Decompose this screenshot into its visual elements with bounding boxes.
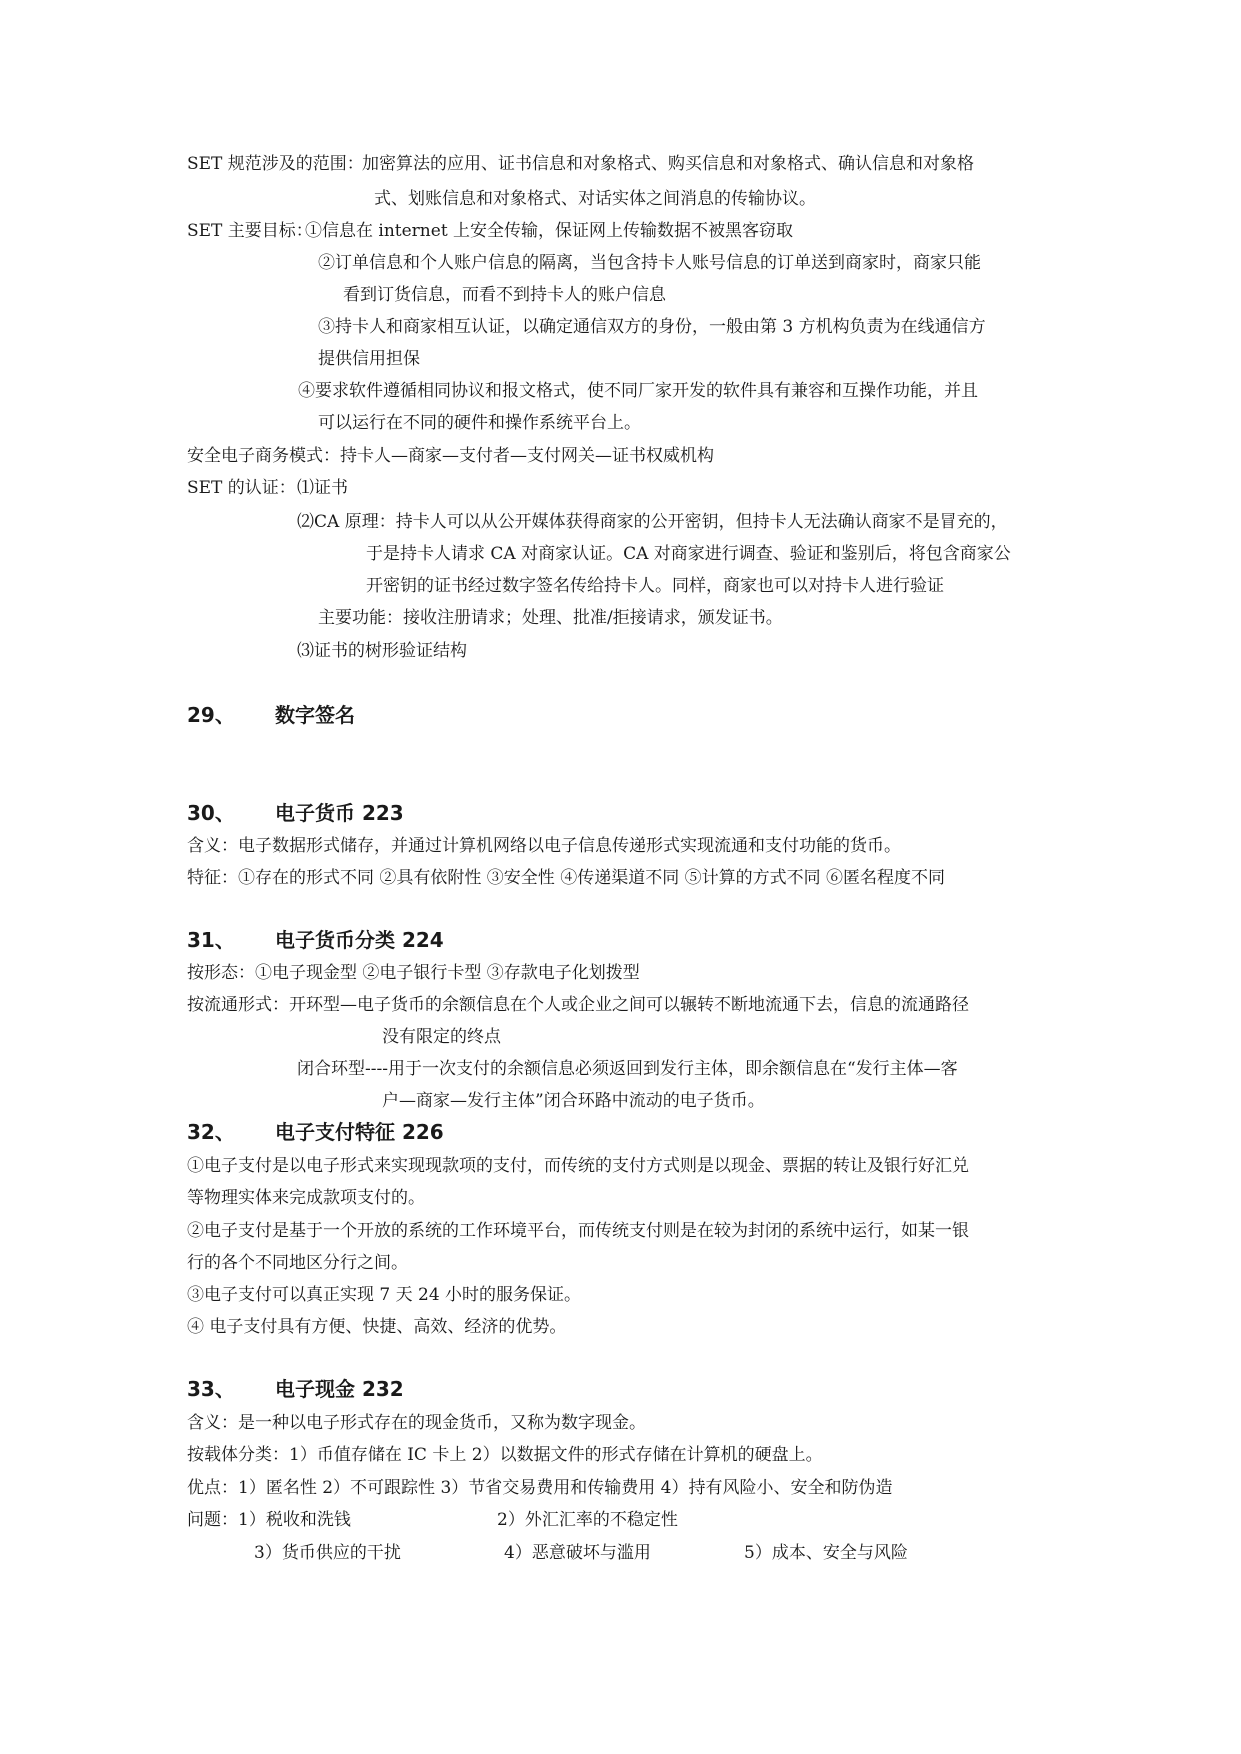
heading-30-title: 电子货币 223 <box>275 801 404 825</box>
heading-29 <box>187 702 355 728</box>
set-auth-main-function: 主要功能：接收注册请求；处理、批准/拒接请求，颁发证书。 <box>318 608 783 628</box>
sec32-point2-line2: 行的各个不同地区分行之间。 <box>187 1253 408 1273</box>
sec31-closed-line2: 户—商家—发行主体”闭合环路中流动的电子货币。 <box>382 1091 765 1111</box>
heading-33-title: 电子现金 232 <box>275 1377 404 1401</box>
sec33-problem-4: 4）恶意破坏与滥用 <box>504 1543 651 1563</box>
heading-32 <box>187 1119 444 1145</box>
heading-31-number: 31、 <box>187 928 235 952</box>
set-goal-4-line1: ④要求软件遵循相同协议和报文格式，使不同厂家开发的软件具有兼容和互操作功能，并且 <box>298 381 978 401</box>
heading-31 <box>187 927 444 953</box>
set-scope-label: SET 规范涉及的范围： <box>187 154 364 174</box>
sec32-point1-line1: ①电子支付是以电子形式来实现现款项的支付，而传统的支付方式则是以现金、票据的转让及银行好汇兑 <box>187 1156 969 1176</box>
set-goal-4-line2: 可以运行在不同的硬件和操作系统平台上。 <box>318 413 641 433</box>
set-auth-1: ⑴证书 <box>297 478 348 498</box>
sec32-point1-line2: 等物理实体来完成款项支付的。 <box>187 1188 425 1208</box>
set-scope-line1: 加密算法的应用、证书信息和对象格式、购买信息和对象格式、确认信息和对象格 <box>362 154 974 174</box>
heading-31-title: 电子货币分类 224 <box>275 928 444 952</box>
set-goal-label: SET 主要目标： <box>187 221 313 241</box>
sec33-problem-2: 2）外汇汇率的不稳定性 <box>497 1510 678 1530</box>
sec33-meaning: 含义：是一种以电子形式存在的现金货币，又称为数字现金。 <box>187 1413 646 1433</box>
sec33-by-carrier: 按载体分类：1）币值存储在 IC 卡上 2）以数据文件的形式存储在计算机的硬盘上。 <box>187 1445 823 1465</box>
heading-32-number: 32、 <box>187 1120 235 1144</box>
set-goal-3-line1: ③持卡人和商家相互认证，以确定通信双方的身份，一般由第 3 方机构负责为在线通信方 <box>318 317 986 337</box>
sec32-point4: ④ 电子支付具有方便、快捷、高效、经济的优势。 <box>187 1317 567 1337</box>
heading-30 <box>187 800 404 826</box>
sec30-meaning: 含义：电子数据形式储存，并通过计算机网络以电子信息传递形式实现流通和支付功能的货币。 <box>187 836 901 856</box>
sec33-problem-3: 3）货币供应的干扰 <box>254 1543 401 1563</box>
set-auth-label: SET 的认证： <box>187 478 296 498</box>
sec33-problem-5: 5）成本、安全与风险 <box>744 1543 908 1563</box>
sec30-features: 特征：①存在的形式不同 ②具有依附性 ③安全性 ④传递渠道不同 ⑤计算的方式不同 ⑥匿名程度不同 <box>187 868 946 888</box>
set-goal-2-line1: ②订单信息和个人账户信息的隔离，当包含持卡人账号信息的订单送到商家时，商家只能 <box>318 253 981 273</box>
sec31-closed-line1: 闭合环型----用于一次支付的余额信息必须返回到发行主体，即余额信息在“发行主体—客 <box>297 1059 958 1079</box>
secure-ecommerce-mode: 安全电子商务模式：持卡人—商家—支付者—支付网关—证书权威机构 <box>187 446 714 466</box>
sec31-open-line2: 没有限定的终点 <box>382 1027 501 1047</box>
sec32-point2-line1: ②电子支付是基于一个开放的系统的工作环境平台，而传统支付则是在较为封闭的系统中运行，如某一银 <box>187 1221 969 1241</box>
sec31-by-form: 按形态：①电子现金型 ②电子银行卡型 ③存款电子化划拨型 <box>187 963 640 983</box>
set-goal-2-line2: 看到订货信息，而看不到持卡人的账户信息 <box>343 285 666 305</box>
sec31-open-line1: 按流通形式：开环型—电子货币的余额信息在个人或企业之间可以辗转不断地流通下去，信息的流通路径 <box>187 995 969 1015</box>
heading-29-number: 29、 <box>187 703 235 727</box>
set-auth-2-line1: ⑵CA 原理：持卡人可以从公开媒体获得商家的公开密钥，但持卡人无法确认商家不是冒充的， <box>297 512 1008 532</box>
sec33-problems-label: 问题：1）税收和洗钱 <box>187 1510 351 1530</box>
heading-32-title: 电子支付特征 226 <box>275 1120 444 1144</box>
set-auth-2-line3: 开密钥的证书经过数字签名传给持卡人。同样，商家也可以对持卡人进行验证 <box>366 576 944 596</box>
sec32-point3: ③电子支付可以真正实现 7 天 24 小时的服务保证。 <box>187 1285 582 1305</box>
set-auth-2-line2: 于是持卡人请求 CA 对商家认证。CA 对商家进行调查、验证和鉴别后，将包含商家公 <box>366 544 1011 564</box>
set-auth-3: ⑶证书的树形验证结构 <box>297 641 467 661</box>
heading-30-number: 30、 <box>187 801 235 825</box>
set-goal-3-line2: 提供信用担保 <box>318 349 420 369</box>
set-scope-line2: 式、划账信息和对象格式、对话实体之间消息的传输协议。 <box>374 189 816 209</box>
heading-29-title: 数字签名 <box>275 703 355 727</box>
heading-33-number: 33、 <box>187 1377 235 1401</box>
heading-33 <box>187 1376 404 1402</box>
sec33-advantages: 优点：1）匿名性 2）不可跟踪性 3）节省交易费用和传输费用 4）持有风险小、安全和防伪造 <box>187 1478 893 1498</box>
set-goal-1: ①信息在 internet 上安全传输，保证网上传输数据不被黑客窃取 <box>305 221 794 241</box>
